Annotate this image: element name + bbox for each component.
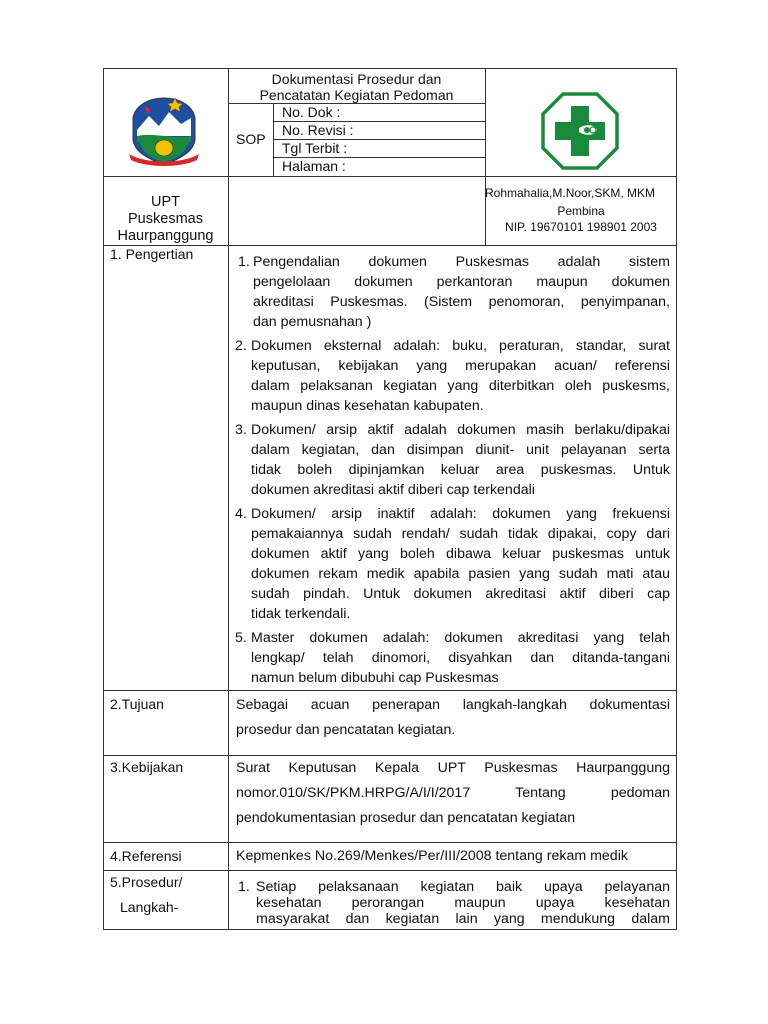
regency-emblem-icon — [125, 92, 203, 168]
prosedur-item-1-number: 1. — [238, 879, 250, 895]
pengertian-item-2 — [251, 336, 670, 416]
pengertian-item-3-line: Dokumen/ arsip aktif adalah dokumen masih berlaku/dipakai — [251, 422, 670, 438]
pengertian-item-4-line: sudah pindah. Untuk dokumen akreditasi aktif diberi cap — [251, 586, 670, 602]
pengertian-item-1-line: Pengendalian dokumen Puskesmas adalah sistem — [253, 254, 670, 270]
pengertian-item-3-line: tidak boleh dipinjamkan keluar area puskesmas. Untuk — [251, 462, 670, 478]
section-label-prosedur-line-2: Langkah- — [120, 899, 179, 915]
prosedur-item-1-line: Setiap pelaksanaan kegiatan baik upaya pelayanan — [256, 879, 670, 895]
pengertian-item-1-line: dan pemusnahan ) — [253, 314, 372, 330]
rule-referensi-bottom — [103, 870, 677, 871]
prosedur-item-1 — [256, 879, 670, 927]
signer-nip: NIP. 19670101 198901 2003 — [505, 220, 657, 234]
section-label-kebijakan: 3.Kebijakan — [110, 759, 184, 775]
rule-label-column — [228, 68, 229, 930]
signer-rank: Pembina — [557, 204, 605, 218]
sop-label: SOP — [236, 131, 266, 147]
signer-name: Rohmahalia,M.Noor,SKM, MKM — [485, 186, 656, 200]
unit-name-line-3: Haurpanggung — [117, 228, 214, 244]
section-label-referensi: 4.Referensi — [110, 848, 182, 864]
rule-sop-column — [273, 103, 274, 176]
referensi-text: Kepmenkes No.269/Menkes/Per/III/2008 tentang rekam medik — [236, 848, 628, 864]
kebijakan-text — [236, 756, 670, 831]
section-label-tujuan: 2.Tujuan — [110, 696, 164, 712]
pengertian-item-4 — [251, 504, 670, 624]
document-title-line-2: Pencatatan Kegiatan Pedoman — [259, 87, 454, 103]
tujuan-line: Sebagai acuan penerapan langkah-langkah dokumentasi — [236, 697, 670, 713]
pengertian-item-5 — [251, 628, 670, 688]
pengertian-item-3-line: dokumen akreditasi aktif diberi cap terkendali — [251, 482, 535, 498]
pengertian-item-1-line: pengelolaan dokumen perkantoran maupun dokumen — [253, 274, 670, 290]
pengertian-item-1 — [253, 252, 670, 332]
pengertian-item-3 — [251, 420, 670, 500]
tujuan-line: prosedur dan pencatatan kegiatan. — [236, 722, 456, 738]
pengertian-item-2-number: 2. — [235, 338, 247, 354]
pengertian-item-2-line: Dokumen eksternal adalah: buku, peraturan, standar, surat — [251, 338, 670, 354]
pengertian-item-5-line: Master dokumen adalah: dokumen akreditasi yang telah — [251, 630, 670, 646]
pengertian-item-2-line: dalam pelaksanan kegiatan yang diterbitkan oleh puskesms, — [251, 378, 670, 394]
rule-kebijakan-bottom — [103, 842, 677, 843]
puskesmas-cross-logo-icon — [541, 92, 619, 170]
prosedur-item-1-line: masyarakat dan kegiatan lain yang mendukung dalam — [256, 911, 670, 927]
tujuan-text — [236, 693, 670, 743]
pengertian-item-4-line: dokumen aktif yang boleh dibawa keluar puskesmas untuk — [251, 546, 670, 562]
unit-name-line-1: UPT — [151, 194, 180, 210]
kebijakan-line: nomor.010/SK/PKM.HRPG/A/I/I/2017 Tentang pedoman — [236, 785, 670, 801]
pengertian-item-5-line: lengkap/ telah dinomori, disyahkan dan ditanda-tangani — [251, 650, 670, 666]
pengertian-item-5-number: 5. — [235, 630, 247, 646]
field-no-revisi: No. Revisi : — [282, 122, 354, 138]
pengertian-item-3-line: dalam kegiatan, dan disimpan diunit- unit pelayanan serta — [251, 442, 670, 458]
prosedur-item-1-line: kesehatan perorangan maupun upaya kesehatan — [256, 895, 670, 911]
kebijakan-line: pendokumentasian prosedur dan pencatatan kegiatan — [236, 810, 576, 826]
pengertian-item-5-line: namun belum dibubuhi cap Puskesmas — [251, 670, 499, 686]
pengertian-item-2-line: keputusan, kebijakan yang merupakan acuan/ referensi — [251, 358, 670, 374]
section-label-pengertian: 1. Pengertian — [110, 246, 194, 262]
pengertian-item-4-line: Dokumen/ arsip inaktif adalah: dokumen yang frekuensi — [251, 506, 670, 522]
field-halaman: Halaman : — [282, 158, 346, 174]
kebijakan-line: Surat Keputusan Kepala UPT Puskesmas Haurpanggung — [236, 760, 670, 776]
rule-header-bottom — [103, 176, 677, 177]
pengertian-item-4-line: pemakaiannya sudah rendah/ sudah tidak dipakai, copy dari — [251, 526, 670, 542]
pengertian-item-4-number: 4. — [235, 506, 247, 522]
document-title-line-1: Dokumentasi Prosedur dan — [271, 71, 442, 87]
pengertian-item-1-number: 1. — [238, 254, 250, 270]
unit-name-line-2: Puskesmas — [128, 211, 203, 227]
pengertian-item-4-line: tidak terkendali. — [251, 606, 351, 622]
rule-pengertian-bottom — [103, 690, 677, 691]
field-tgl-terbit: Tgl Terbit : — [282, 140, 348, 156]
pengertian-item-1-line: akreditasi Puskesmas. (Sistem penomoran, penyimpanan, — [253, 294, 670, 310]
section-label-prosedur-line-1: 5.Prosedur/ — [110, 874, 183, 890]
pengertian-item-4-line: dokumen rekam medik apabila pasien yang sudah mati atau — [251, 566, 670, 582]
field-no-dok: No. Dok : — [282, 104, 341, 120]
pengertian-item-3-number: 3. — [235, 422, 247, 438]
pengertian-item-2-line: maupun dinas kesehatan kabupaten. — [251, 398, 484, 414]
